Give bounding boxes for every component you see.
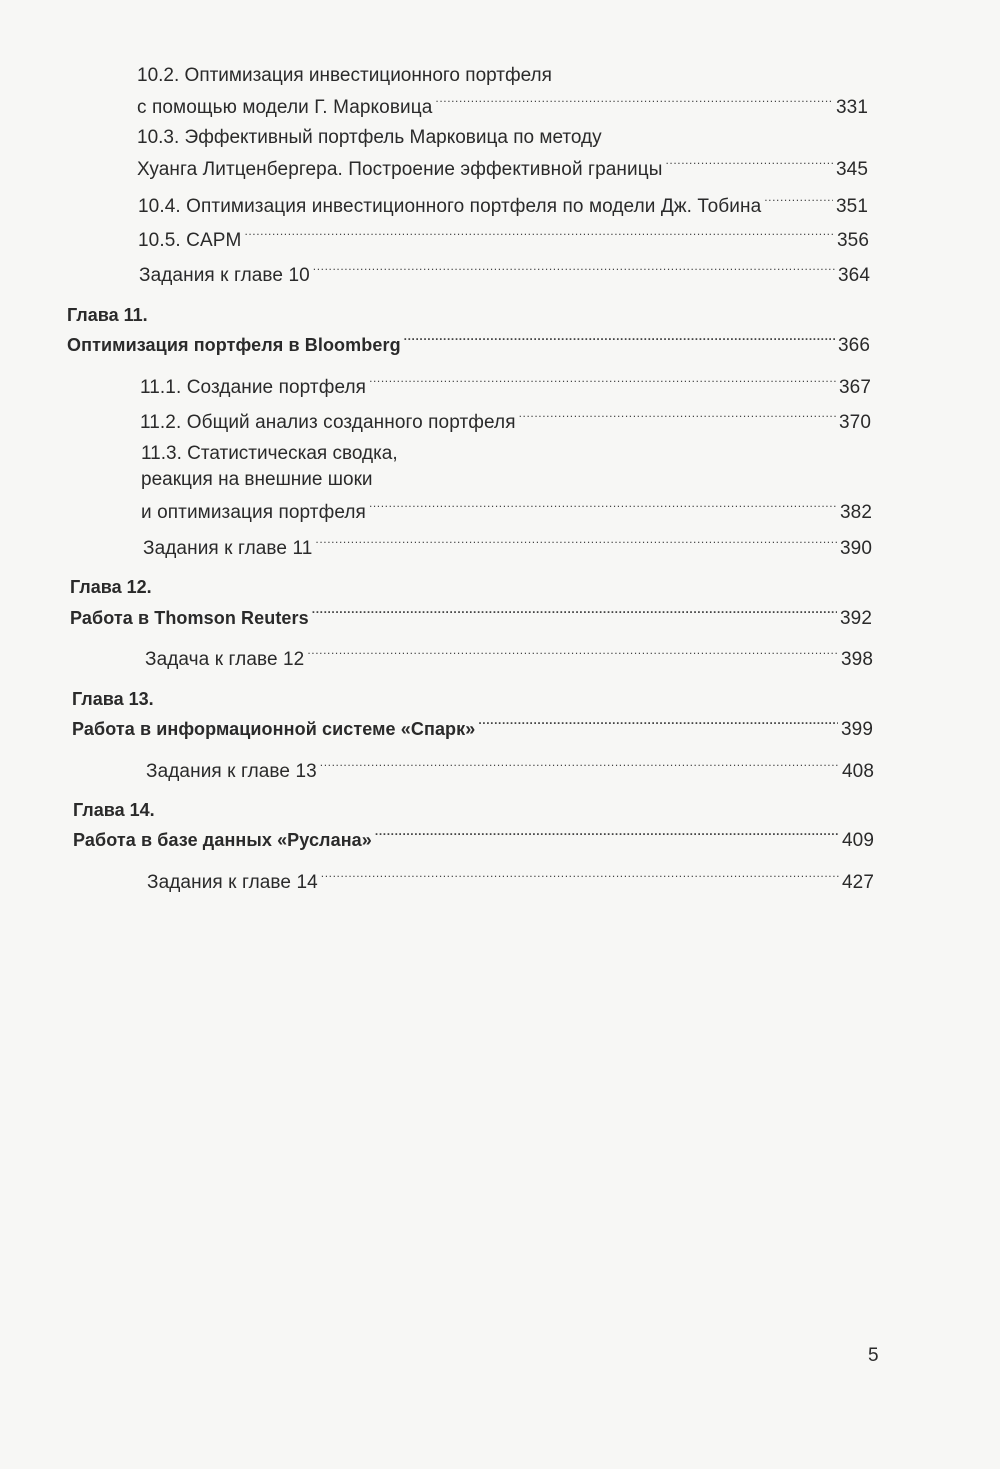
toc-chapter-11[interactable]: [67, 327, 870, 358]
dot-leader: [320, 753, 839, 777]
dot-leader: [478, 711, 838, 735]
toc-page-number: 408: [841, 761, 874, 782]
toc-chapter-title: Работа в базе данных «Руслана»: [73, 830, 372, 850]
dot-leader: [764, 188, 833, 212]
toc-page-number: 345: [835, 159, 868, 180]
toc-page-number: 351: [835, 196, 868, 217]
toc-entry-tasks-13[interactable]: [146, 753, 874, 784]
toc-entry-11-3-line1: 11.3. Статистическая сводка,: [141, 443, 398, 464]
toc-page-number: 427: [841, 872, 874, 893]
toc-chapter-12[interactable]: [70, 600, 872, 631]
toc-entry-title: 10.5. CAPM: [138, 230, 242, 251]
toc-page-number: 390: [839, 538, 872, 559]
chapter-14-label: Глава 14.: [73, 800, 155, 820]
toc-page-number: 367: [838, 377, 871, 398]
dot-leader: [321, 864, 839, 888]
toc-entry-10-4[interactable]: [138, 188, 868, 219]
dot-leader: [519, 404, 836, 428]
chapter-13-label: Глава 13.: [72, 689, 154, 709]
dot-leader: [404, 327, 835, 351]
toc-entry-11-3[interactable]: [141, 494, 872, 525]
toc-entry-tasks-12[interactable]: [145, 641, 873, 672]
toc-entry-10-3[interactable]: [137, 151, 868, 182]
dot-leader: [244, 222, 834, 246]
toc-entry-title: Задания к главе 11: [143, 538, 313, 559]
toc-chapter-13[interactable]: [72, 711, 873, 742]
toc-entry-11-3-line2: реакция на внешние шоки: [141, 469, 373, 490]
dot-leader: [312, 600, 837, 624]
toc-entry-10-5[interactable]: [138, 222, 869, 253]
dot-leader: [313, 257, 835, 281]
toc-chapter-title: Работа в информационной системе «Спарк»: [72, 719, 476, 739]
toc-entry-title: Задания к главе 10: [139, 265, 310, 286]
dot-leader: [307, 641, 838, 665]
dot-leader: [665, 151, 833, 175]
toc-entry-title: Хуанга Литценбергера. Построение эффективной границы: [137, 159, 663, 180]
dot-leader: [369, 494, 837, 518]
toc-page-number: 356: [836, 230, 869, 251]
toc-entry-tasks-11[interactable]: [143, 530, 872, 561]
toc-entry-10-2-line1: 10.2. Оптимизация инвестиционного портфеля: [137, 65, 552, 86]
chapter-11-label: Глава 11.: [67, 305, 148, 325]
page-number: 5: [868, 1345, 879, 1366]
toc-page-number: 399: [840, 719, 873, 740]
toc-entry-title: с помощью модели Г. Марковица: [137, 97, 433, 118]
toc-entry-11-1[interactable]: [140, 369, 871, 400]
toc-page-number: 331: [835, 97, 868, 118]
toc-page-number: 364: [837, 265, 870, 286]
toc-page-number: 398: [840, 649, 873, 670]
dot-leader: [435, 89, 833, 113]
toc-page-number: 366: [837, 335, 870, 356]
toc-entry-10-2[interactable]: [137, 89, 868, 120]
toc-entry-title: Задания к главе 13: [146, 761, 317, 782]
toc-entry-title: и оптимизация портфеля: [141, 502, 366, 523]
toc-chapter-title: Работа в Thomson Reuters: [70, 608, 309, 628]
toc-entry-10-3-line1: 10.3. Эффективный портфель Марковица по методу: [137, 127, 602, 148]
chapter-12-label: Глава 12.: [70, 577, 152, 597]
toc-chapter-14[interactable]: [73, 822, 874, 853]
toc-page-number: 392: [839, 608, 872, 629]
dot-leader: [369, 369, 836, 393]
toc-entry-11-2[interactable]: [140, 404, 871, 435]
toc-entry-title: 10.4. Оптимизация инвестиционного портфеля по модели Дж. Тобина: [138, 196, 762, 217]
toc-entry-tasks-10[interactable]: [139, 257, 870, 288]
toc-entry-tasks-14[interactable]: [147, 864, 874, 895]
dot-leader: [375, 822, 839, 846]
toc-chapter-title: Оптимизация портфеля в Bloomberg: [67, 335, 401, 355]
toc-page-number: 382: [839, 502, 872, 523]
toc-entry-title: 11.2. Общий анализ созданного портфеля: [140, 412, 516, 433]
dot-leader: [315, 530, 837, 554]
toc-entry-title: Задача к главе 12: [145, 649, 305, 670]
toc-entry-title: Задания к главе 14: [147, 872, 318, 893]
toc-page-number: 370: [838, 412, 871, 433]
toc-page-number: 409: [841, 830, 874, 851]
toc-entry-title: 11.1. Создание портфеля: [140, 377, 367, 398]
